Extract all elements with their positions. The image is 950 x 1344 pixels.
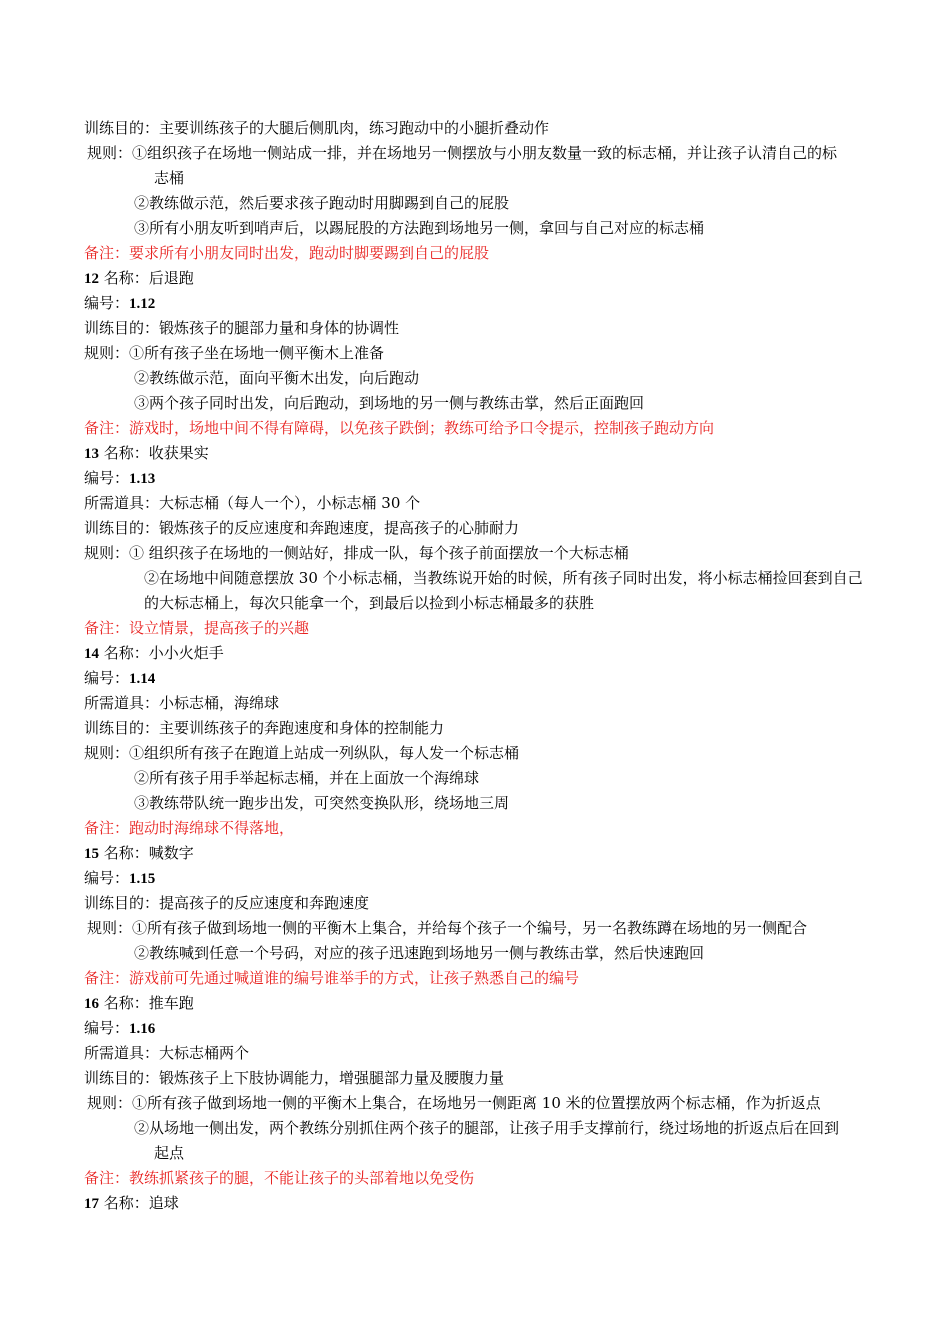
game-name: 名称：收获果实 [99, 444, 209, 462]
rule-step-line [84, 941, 936, 966]
rule-step-line [84, 566, 936, 591]
game-code-line [84, 466, 936, 491]
rule-line [84, 141, 936, 166]
rule-step-line [84, 791, 936, 816]
line-text: 志桶 [154, 169, 185, 187]
text-line [84, 341, 936, 366]
text-line [84, 541, 936, 566]
code-value: 1.13 [129, 471, 156, 487]
line-text: ②从场地一侧出发，两个教练分别抓住两个孩子的腿部，让孩子用手支撑前行，绕过场地的折返点后在回到 [134, 1119, 840, 1137]
note-line [84, 616, 936, 641]
line-text: 规则：①组织孩子在场地一侧站成一排，并在场地另一侧摆放与小朋友数量一致的标志桶，并让孩子认清自己的标 [87, 144, 838, 162]
game-number: 15 [84, 846, 99, 862]
line-text: ②所有孩子用手举起标志桶，并在上面放一个海绵球 [134, 769, 480, 787]
game-name: 名称：后退跑 [99, 269, 194, 287]
line-text: 的大标志桶上，每次只能拿一个，到最后以捡到小标志桶最多的获胜 [144, 594, 595, 612]
document-body [84, 116, 936, 1216]
line-text: 规则：①组织所有孩子在跑道上站成一列纵队，每人发一个标志桶 [84, 744, 520, 762]
line-text: ②教练做示范，面向平衡木出发，向后跑动 [134, 369, 420, 387]
line-text: 所需道具：大标志桶（每人一个），小标志桶 30 个 [84, 494, 421, 512]
code-value: 1.16 [129, 1021, 156, 1037]
rule-continuation-line [84, 1141, 936, 1166]
line-text: ③教练带队统一跑步出发，可突然变换队形，绕场地三周 [134, 794, 510, 812]
game-number: 12 [84, 271, 99, 287]
game-name: 名称：喊数字 [99, 844, 194, 862]
line-text: ②教练做示范，然后要求孩子跑动时用脚踢到自己的屁股 [134, 194, 510, 212]
game-name: 名称：追球 [99, 1194, 179, 1212]
text-line [84, 516, 936, 541]
text-line [84, 1041, 936, 1066]
code-label: 编号： [84, 1019, 130, 1037]
line-text: ③所有小朋友听到哨声后，以踢屁股的方法跑到场地另一侧，拿回与自己对应的标志桶 [134, 219, 705, 237]
line-text: ②在场地中间随意摆放 30 个小标志桶，当教练说开始的时候，所有孩子同时出发，将小标志桶捡回套到自己 [144, 569, 863, 587]
line-text: 起点 [154, 1144, 185, 1162]
line-text: 规则：① 组织孩子在场地的一侧站好，排成一队，每个孩子前面摆放一个大标志桶 [84, 544, 629, 562]
line-text: 所需道具：大标志桶两个 [84, 1044, 250, 1062]
line-text: 训练目的：锻炼孩子上下肢协调能力，增强腿部力量及腰腹力量 [84, 1069, 505, 1087]
game-title-line [84, 641, 936, 666]
line-text: 规则：①所有孩子做到场地一侧的平衡木上集合，并给每个孩子一个编号，另一名教练蹲在场地的另一侧配合 [87, 919, 808, 937]
game-title-line [84, 841, 936, 866]
rule-continuation-line [84, 166, 936, 191]
game-number: 13 [84, 446, 99, 462]
text-line [84, 316, 936, 341]
note-line [84, 416, 936, 441]
game-number: 17 [84, 1196, 99, 1212]
note-line [84, 241, 936, 266]
game-title-line [84, 1191, 936, 1216]
rule-line [84, 1091, 936, 1116]
line-text: ③两个孩子同时出发，向后跑动，到场地的另一侧与教练击掌，然后正面跑回 [134, 394, 645, 412]
game-number: 16 [84, 996, 99, 1012]
text-line [84, 116, 936, 141]
text-line [84, 491, 936, 516]
line-text: 备注：跑动时海绵球不得落地， [84, 819, 295, 837]
game-code-line [84, 1016, 936, 1041]
code-value: 1.15 [129, 871, 156, 887]
code-value: 1.14 [129, 671, 156, 687]
line-text: 所需道具：小标志桶，海绵球 [84, 694, 280, 712]
rule-step-line [84, 216, 936, 241]
game-code-line [84, 866, 936, 891]
line-text: 备注：要求所有小朋友同时出发，跑动时脚要踢到自己的屁股 [84, 244, 490, 262]
note-line [84, 816, 936, 841]
game-title-line [84, 441, 936, 466]
text-line [84, 741, 936, 766]
code-label: 编号： [84, 669, 130, 687]
line-text: 训练目的：主要训练孩子的大腿后侧肌肉，练习跑动中的小腿折叠动作 [84, 119, 550, 137]
line-text: 训练目的：锻炼孩子的反应速度和奔跑速度，提高孩子的心肺耐力 [84, 519, 520, 537]
line-text: 备注：教练抓紧孩子的腿，不能让孩子的头部着地以免受伤 [84, 1169, 475, 1187]
game-number: 14 [84, 646, 99, 662]
line-text: 备注：游戏前可先通过喊道谁的编号谁举手的方式，让孩子熟悉自己的编号 [84, 969, 580, 987]
text-line [84, 891, 936, 916]
rule-step-line [84, 391, 936, 416]
rule-line [84, 916, 936, 941]
code-label: 编号： [84, 469, 130, 487]
game-title-line [84, 991, 936, 1016]
text-line [84, 1066, 936, 1091]
text-line [84, 716, 936, 741]
line-text: 规则：①所有孩子坐在场地一侧平衡木上准备 [84, 344, 385, 362]
code-label: 编号： [84, 294, 130, 312]
line-text: ②教练喊到任意一个号码，对应的孩子迅速跑到场地另一侧与教练击掌，然后快速跑回 [134, 944, 705, 962]
code-label: 编号： [84, 869, 130, 887]
text-line [84, 691, 936, 716]
game-code-line [84, 666, 936, 691]
code-value: 1.12 [129, 296, 156, 312]
rule-step-line [84, 1116, 936, 1141]
note-line [84, 966, 936, 991]
game-code-line [84, 291, 936, 316]
line-text: 备注：游戏时，场地中间不得有障碍，以免孩子跌倒；教练可给予口令提示，控制孩子跑动方向 [84, 419, 715, 437]
game-name: 名称：推车跑 [99, 994, 194, 1012]
game-title-line [84, 266, 936, 291]
rule-continuation-line [84, 591, 936, 616]
line-text: 训练目的：主要训练孩子的奔跑速度和身体的控制能力 [84, 719, 445, 737]
line-text: 训练目的：锻炼孩子的腿部力量和身体的协调性 [84, 319, 400, 337]
line-text: 备注：设立情景，提高孩子的兴趣 [84, 619, 310, 637]
rule-step-line [84, 191, 936, 216]
line-text: 训练目的：提高孩子的反应速度和奔跑速度 [84, 894, 370, 912]
game-name: 名称：小小火炬手 [99, 644, 224, 662]
line-text: 规则：①所有孩子做到场地一侧的平衡木上集合，在场地另一侧距离 10 米的位置摆放两个标志桶，作为折返点 [87, 1094, 821, 1112]
note-line [84, 1166, 936, 1191]
rule-step-line [84, 766, 936, 791]
rule-step-line [84, 366, 936, 391]
